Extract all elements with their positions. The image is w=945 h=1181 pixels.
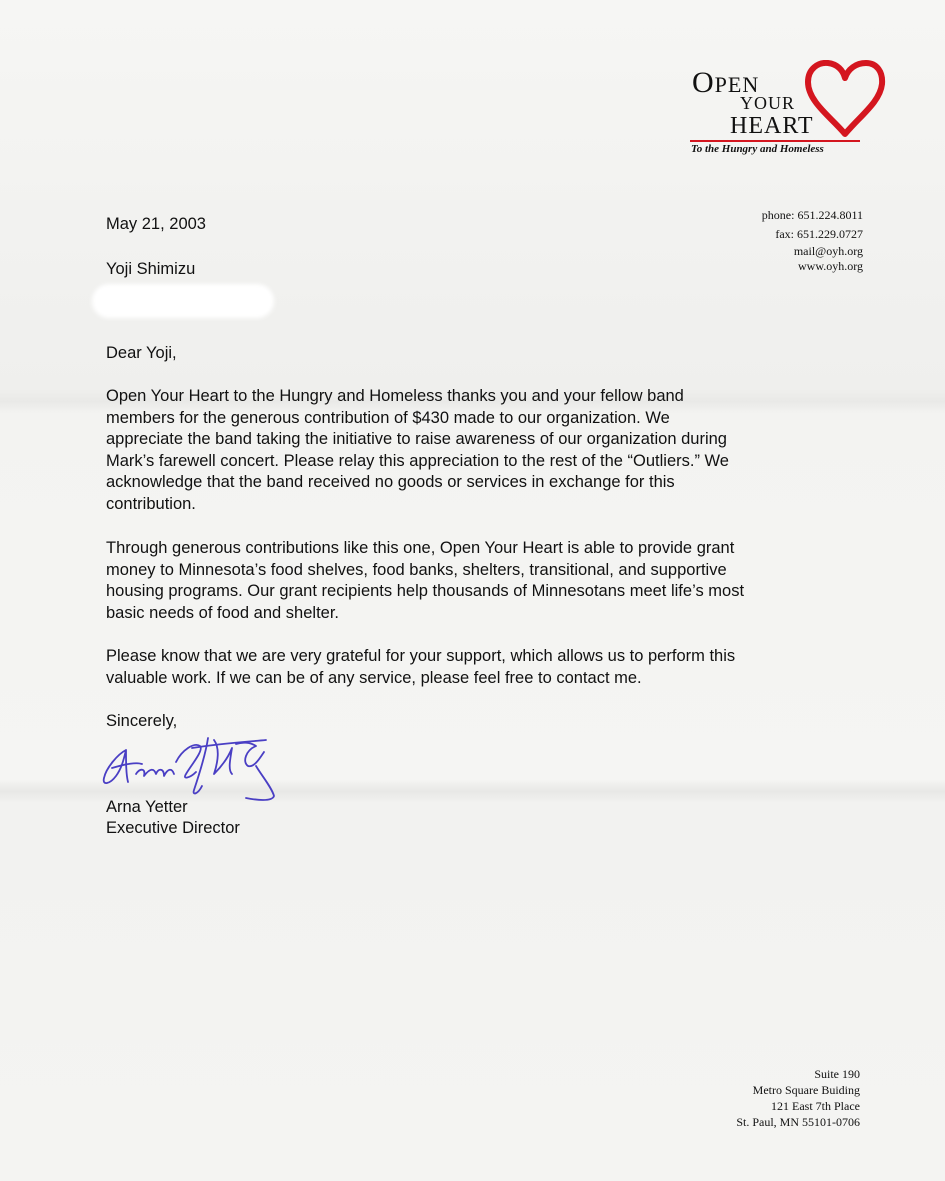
open-your-heart-logo <box>688 58 888 158</box>
logo-divider <box>690 140 860 142</box>
heart-icon <box>804 60 886 138</box>
logo-heart-text: HEART <box>730 113 814 139</box>
paragraph-1 <box>106 386 729 516</box>
contact-block <box>762 206 863 274</box>
paragraph-line: acknowledge that the band received no goods or services in exchange for this <box>106 473 675 492</box>
paragraph-line: Through generous contributions like this one, Open Your Heart is able to provide grant <box>106 539 735 557</box>
address-street: 121 East 7th Place <box>771 1099 860 1113</box>
signer-title: Executive Director <box>106 819 240 837</box>
contact-web: www.oyh.org <box>798 259 863 273</box>
salutation: Dear Yoji, <box>106 344 177 362</box>
contact-email: mail@oyh.org <box>793 244 863 258</box>
paragraph-line: contribution. <box>106 494 196 513</box>
paragraph-line: valuable work. If we can be of any service, please feel free to contact me. <box>106 668 642 687</box>
paragraph-line: Mark’s farewell concert. Please relay this appreciation to the rest of the “Outliers.” We <box>106 451 729 470</box>
handwritten-signature <box>96 728 286 808</box>
redacted-address <box>92 284 274 318</box>
mailing-address <box>736 1066 860 1130</box>
paragraph-line: Please know that we are very grateful for your support, which allows us to perform this <box>106 647 736 665</box>
logo-your-text: YOUR <box>740 93 796 113</box>
paragraph-line: appreciate the band taking the initiative to raise awareness of our organization during <box>106 430 727 449</box>
letter-date: May 21, 2003 <box>106 215 206 233</box>
paragraph-line: Open Your Heart to the Hungry and Homeless thanks you and your fellow band <box>106 387 684 405</box>
address-building: Metro Square Buiding <box>752 1083 860 1097</box>
contact-phone: phone: 651.224.8011 <box>761 208 863 222</box>
address-suite: Suite 190 <box>814 1067 860 1081</box>
address-city: St. Paul, MN 55101-0706 <box>736 1115 860 1129</box>
paragraph-3 <box>106 646 735 689</box>
recipient-name: Yoji Shimizu <box>106 260 196 278</box>
logo-tagline: To the Hungry and Homeless <box>691 143 824 155</box>
contact-fax: fax: 651.229.0727 <box>775 227 863 241</box>
paragraph-line: money to Minnesota’s food shelves, food banks, shelters, transitional, and supportive <box>106 560 727 579</box>
closing: Sincerely, <box>106 712 178 730</box>
paragraph-line: housing programs. Our grant recipients help thousands of Minnesotans meet life’s most <box>106 582 745 601</box>
logo-open-text: OPEN <box>692 66 760 99</box>
paragraph-line: members for the generous contribution of $430 made to our organization. We <box>106 408 670 427</box>
paragraph-line: basic needs of food and shelter. <box>106 603 339 622</box>
signer-name: Arna Yetter <box>106 798 188 816</box>
paragraph-2 <box>106 538 744 624</box>
